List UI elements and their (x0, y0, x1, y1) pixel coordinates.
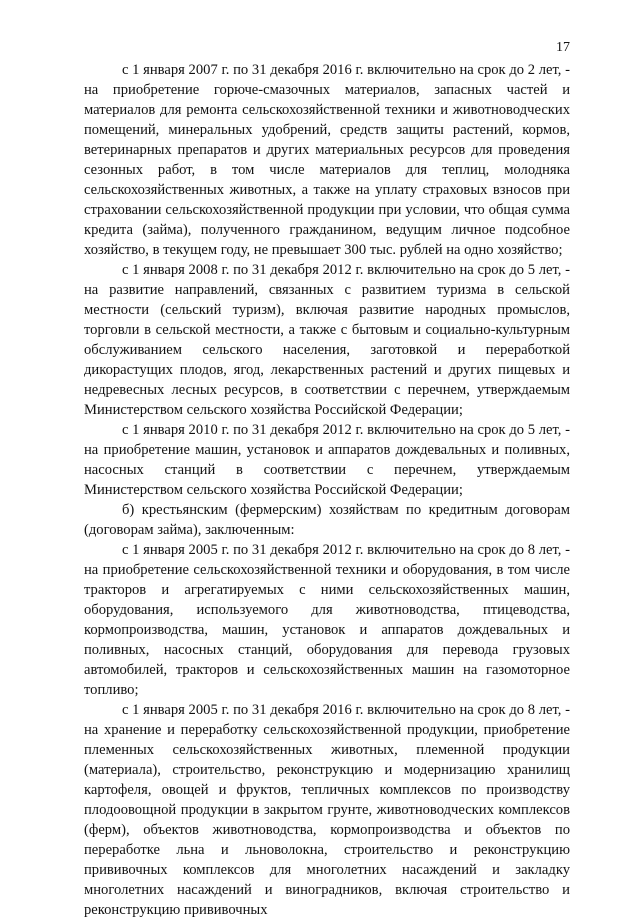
page-number: 17 (556, 40, 570, 55)
paragraph-2005-2012-machinery: с 1 января 2005 г. по 31 декабря 2012 г. включительно на срок до 8 лет, - на приобретение сельскохозяйственной техники и оборудования, в том числе тракторов и агрегатируемых с ними сельскохозяйственных машин, оборудования, используемого для животноводства, птицеводства, кормопроизводства, машин, установок и аппаратов дождевальных и поливных, насосных станций, оборудования для перевода грузовых автомобилей, тракторов и сельскохозяйственных машин на газомоторное топливо; (84, 542, 570, 698)
paragraph-2005-2016-processing: с 1 января 2005 г. по 31 декабря 2016 г. включительно на срок до 8 лет, - на хранение и переработку сельскохозяйственной продукции, приобретение племенных сельскохозяйственных животных, племенной продукции (материала), строительство, реконструкцию и модернизацию хранилищ картофеля, овощей и фруктов, тепличных комплексов по производству плодоовощной продукции в закрытом грунте, животноводческих комплексов (ферм), объектов животноводства, кормопроизводства и объектов по переработке льна и льноволокна, строительство и реконструкцию прививочных комплексов для многолетних насаждений и закладку многолетних насаждений и виноградников, включая строительство и реконструкцию прививочных (84, 702, 570, 918)
document-body (84, 60, 570, 920)
paragraph-farm-households-intro: б) крестьянским (фермерским) хозяйствам по кредитным договорам (договорам займа), заключенным: (84, 502, 570, 538)
paragraph-2010-2012-irrigation: с 1 января 2010 г. по 31 декабря 2012 г. включительно на срок до 5 лет, - на приобретение машин, установок и аппаратов дождевальных и поливных, насосных станций в соответствии с перечнем, утверждаемым Министерством сельского хозяйства Российской Федерации; (84, 422, 570, 498)
paragraph-2007-2016-term: с 1 января 2007 г. по 31 декабря 2016 г. включительно на срок до 2 лет, - на приобретение горюче-смазочных материалов, запасных частей и материалов для ремонта сельскохозяйственной техники и животноводческих помещений, минеральных удобрений, средств защиты растений, кормов, ветеринарных препаратов и других материальных ресурсов для проведения сезонных работ, в том числе материалов для теплиц, молодняка сельскохозяйственных животных, а также на уплату страховых взносов при страховании сельскохозяйственной продукции при условии, что общая сумма кредита (займа), полученного гражданином, ведущим личное подсобное хозяйство, в текущем году, не превышает 300 тыс. рублей на одно хозяйство; (84, 62, 570, 258)
paragraph-2008-2012-rural-tourism: с 1 января 2008 г. по 31 декабря 2012 г. включительно на срок до 5 лет, - на развитие направлений, связанных с развитием туризма в сельской местности (сельский туризм), включая развитие народных промыслов, торговли в сельской местности, а также с бытовым и социально-культурным обслуживанием сельского населения, заготовкой и переработкой дикорастущих плодов, ягод, лекарственных растений и других пищевых и недревесных лесных ресурсов, в соответствии с перечнем, утверждаемым Министерством сельского хозяйства Российской Федерации; (84, 262, 570, 418)
